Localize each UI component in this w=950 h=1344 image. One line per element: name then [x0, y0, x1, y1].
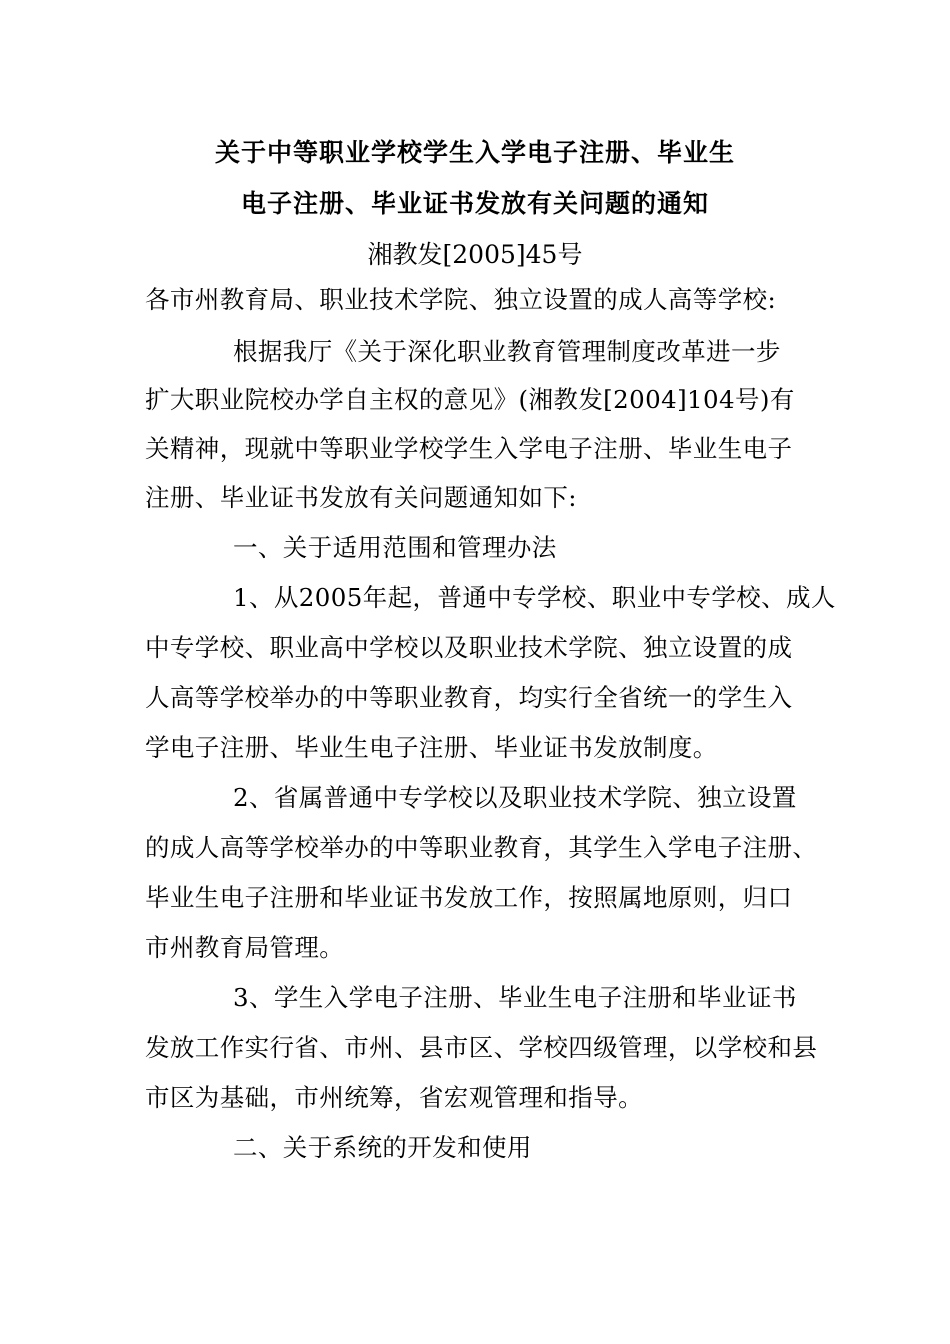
paragraph-line: 关精神，现就中等职业学校学生入学电子注册、毕业生电子	[145, 434, 793, 463]
paragraph-line: 发放工作实行省、市州、县市区、学校四级管理，以学校和县	[145, 1033, 818, 1062]
document-number: 湘教发[2005]45号	[367, 240, 583, 269]
paragraph-line: 毕业生电子注册和毕业证书发放工作，按照属地原则，归口	[145, 883, 793, 912]
title-line-1: 关于中等职业学校学生入学电子注册、毕业生	[214, 138, 735, 167]
paragraph-line: 人高等学校举办的中等职业教育，均实行全省统一的学生入	[145, 683, 793, 712]
title-line-2: 电子注册、毕业证书发放有关问题的通知	[240, 189, 709, 218]
paragraph-line: 1、从2005年起，普通中专学校、职业中专学校、成人	[233, 583, 836, 612]
section-heading: 二、关于系统的开发和使用	[233, 1133, 532, 1162]
paragraph-line: 根据我厅《关于深化职业教育管理制度改革进一步	[233, 337, 781, 366]
paragraph-line: 学电子注册、毕业生电子注册、毕业证书发放制度。	[145, 733, 718, 762]
paragraph-line: 注册、毕业证书发放有关问题通知如下:	[145, 483, 577, 512]
paragraph-line: 的成人高等学校举办的中等职业教育，其学生入学电子注册、	[145, 833, 818, 862]
section-heading: 一、关于适用范围和管理办法	[233, 533, 557, 562]
paragraph-line: 市区为基础，市州统筹，省宏观管理和指导。	[145, 1083, 643, 1112]
paragraph-line: 扩大职业院校办学自主权的意见》(湘教发[2004]104号)有	[145, 385, 795, 414]
paragraph-line: 2、省属普通中专学校以及职业技术学院、独立设置	[233, 783, 797, 812]
paragraph-line: 中专学校、职业高中学校以及职业技术学院、独立设置的成	[145, 633, 793, 662]
addressee-line: 各市州教育局、职业技术学院、独立设置的成人高等学校:	[145, 285, 777, 314]
paragraph-line: 市州教育局管理。	[145, 933, 345, 962]
paragraph-line: 3、学生入学电子注册、毕业生电子注册和毕业证书	[233, 983, 797, 1012]
